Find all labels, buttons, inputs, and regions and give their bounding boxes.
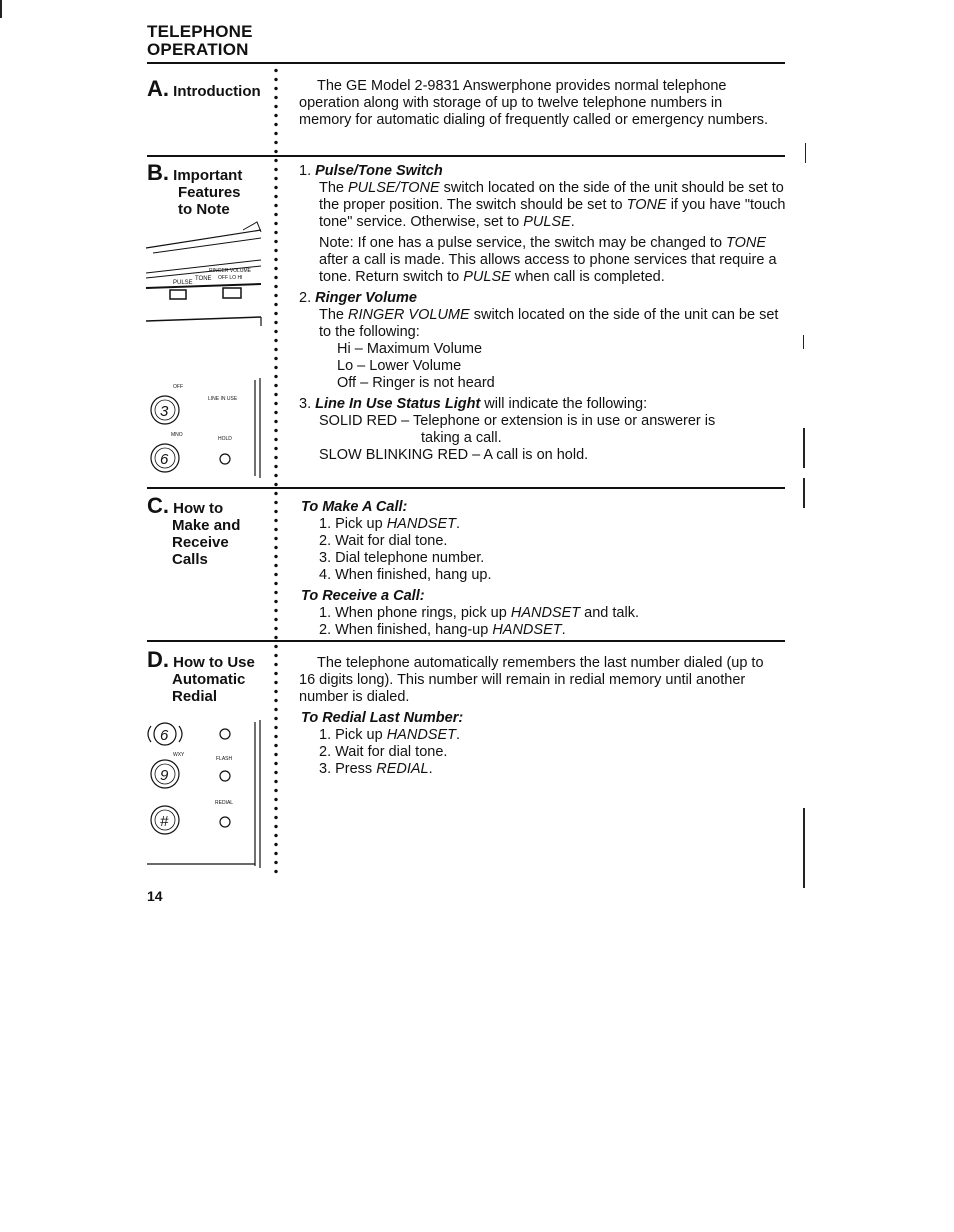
ringer-volume-label: RINGER VOLUME: [209, 268, 251, 274]
section-d-title-line3: Redial: [172, 688, 218, 705]
receive-step-1: [301, 605, 771, 622]
status-solid-red-cont: taking a call.: [421, 430, 502, 446]
text-run: The: [319, 180, 349, 196]
item3-number: 3.: [299, 396, 312, 412]
status-slow-blinking: SLOW BLINKING RED – A call is on hold.: [319, 447, 589, 463]
scan-artifact: [805, 143, 806, 163]
receive-call-title: To Receive a Call:: [301, 588, 425, 604]
side-switches-illustration: [143, 218, 268, 338]
text-run: when call is completed.: [510, 269, 665, 285]
text-run: .: [456, 516, 461, 532]
scan-artifact: [803, 808, 805, 888]
text-run: PULSE: [463, 269, 511, 285]
section-a-title: Introduction: [173, 83, 261, 100]
section-c-title-line2: Make and: [172, 517, 241, 534]
page-number: 14: [147, 888, 163, 904]
page-title-line2: OPERATION: [147, 40, 249, 59]
text-run: 2. When finished, hang-up: [319, 622, 493, 638]
ringer-option-lo: Lo – Lower Volume: [337, 358, 462, 374]
off-label: OFF: [173, 384, 183, 390]
status-solid-red: SOLID RED – Telephone or extension is in use or answerer is: [319, 413, 716, 429]
text-run: switch located on the side of the unit can be set to the following:: [319, 307, 779, 340]
text-run: RINGER VOLUME: [348, 307, 470, 323]
text-run: Note: If one has a pulse service, the switch may be changed to: [319, 235, 727, 251]
text-run: HANDSET: [386, 727, 456, 743]
rule-b-c: [147, 487, 785, 489]
section-c-text: [301, 499, 771, 639]
text-run: 1. When phone rings, pick up: [319, 605, 511, 621]
ringer-switch-icon: [223, 288, 241, 298]
text-run: .: [428, 761, 433, 777]
item2-heading: [299, 290, 789, 307]
section-c-title-line1: How to: [173, 500, 224, 517]
section-a-letter: A.: [147, 76, 169, 101]
text-run: PULSE: [523, 214, 571, 230]
text-run: 1. Pick up: [319, 516, 387, 532]
key-3-label: 3: [160, 403, 169, 420]
make-step-2: 2. Wait for dial tone.: [319, 533, 448, 549]
redial-indicator-icon: [220, 817, 230, 827]
scan-artifact: [803, 478, 805, 508]
text-run: .: [456, 727, 461, 743]
flash-label: FLASH: [216, 756, 233, 762]
wxy-label: WXY: [173, 752, 185, 758]
key-6-label: 6: [160, 451, 169, 468]
text-run: TONE: [726, 235, 767, 251]
redial-step-1: [299, 727, 779, 744]
item1-title: Pulse/Tone Switch: [315, 163, 443, 179]
text-run: if you have "touch tone" service. Otherwise, set to: [319, 197, 786, 230]
title-rule: [147, 62, 785, 64]
hold-indicator-icon: [220, 454, 230, 464]
redial-title: To Redial Last Number:: [301, 710, 464, 726]
pulse-tone-switch-icon: [170, 290, 186, 299]
section-b-letter: B.: [147, 160, 169, 185]
redial-label: REDIAL: [215, 800, 234, 806]
key-hash-label: #: [160, 813, 169, 830]
text-run: HANDSET: [510, 605, 581, 621]
text-run: .: [561, 622, 566, 638]
section-d-title-line1: How to Use: [173, 654, 255, 671]
item3-title-rest: will indicate the following:: [480, 396, 648, 412]
item2-title: Ringer Volume: [315, 290, 417, 306]
redial-step-2: 2. Wait for dial tone.: [319, 744, 448, 760]
section-d-letter: D.: [147, 647, 169, 672]
key-6-label: 6: [160, 727, 169, 744]
rule-c-d: [147, 640, 785, 642]
section-d-text: [299, 655, 779, 778]
text-run: TONE: [626, 197, 667, 213]
text-run: and talk.: [580, 605, 639, 621]
section-d-label: [147, 647, 255, 705]
page-title: [147, 23, 253, 59]
page-title-line1: TELEPHONE: [147, 22, 253, 41]
item2-paragraph: [299, 307, 789, 341]
scan-artifact: [803, 335, 804, 349]
text-run: switch located on the side of the unit should be set to the proper position. The switch should be set to: [319, 180, 784, 213]
rule-a-b: [147, 155, 785, 157]
text-run: HANDSET: [492, 622, 562, 638]
intro-paragraph: The GE Model 2-9831 Answerphone provides normal telephone operation along with storage of up to twelve telephone numbers in memory for automatic dialing of frequently called or emergency numbers.: [299, 78, 769, 128]
section-b-label: [147, 160, 243, 218]
ringer-volume-sub-label: OFF LO HI: [218, 275, 243, 281]
flash-indicator-icon: [220, 771, 230, 781]
redial-intro: The telephone automatically remembers the last number dialed (up to 16 digits long). This number will remain in redial memory until another number is dialed.: [299, 655, 764, 705]
text-run: 3. Press: [319, 761, 377, 777]
section-b-title-line1: Important: [173, 167, 243, 184]
section-d-title-line2: Automatic: [172, 671, 246, 688]
section-c-label: [147, 493, 241, 568]
tone-label: TONE: [195, 276, 212, 282]
section-b-title-line2: Features: [178, 184, 241, 201]
item3-title: Line In Use Status Light: [315, 396, 481, 412]
item1-heading: [299, 163, 789, 180]
section-a-text: [299, 78, 769, 129]
ringer-option-off: Off – Ringer is not heard: [337, 375, 495, 391]
key-9-label: 9: [160, 767, 169, 784]
scan-artifact: [803, 428, 805, 468]
section-c-title-line4: Calls: [172, 551, 208, 568]
make-step-1: [301, 516, 771, 533]
text-run: HANDSET: [386, 516, 456, 532]
mno-label: MNO: [171, 432, 183, 438]
section-c-letter: C.: [147, 493, 169, 518]
text-run: PULSE/TONE: [348, 180, 440, 196]
redial-keypad-illustration: [143, 716, 268, 874]
item1-paragraph1: [299, 180, 789, 231]
dotted-column-divider: [273, 66, 279, 876]
text-run: .: [570, 214, 575, 230]
item2-number: 2.: [299, 290, 312, 306]
make-step-4: 4. When finished, hang up.: [319, 567, 492, 583]
item1-number: 1.: [299, 163, 312, 179]
text-run: after a call is made. This allows access to phone services that require a tone. Return switch to: [319, 252, 777, 285]
redial-step-3: [299, 761, 779, 778]
receive-step-2: [301, 622, 771, 639]
hold-label: HOLD: [218, 436, 232, 442]
text-run: The: [319, 307, 349, 323]
line-in-use-label: LINE IN USE: [208, 396, 238, 402]
scan-edge-mark: [0, 0, 2, 18]
section-a-label: [147, 76, 261, 101]
section-b-text: [299, 163, 789, 464]
item3-heading: [299, 396, 789, 413]
section-c-title-line3: Receive: [172, 534, 229, 551]
ringer-option-hi: Hi – Maximum Volume: [337, 341, 483, 357]
item1-paragraph2: [299, 235, 789, 286]
keypad-line-status-illustration: [143, 378, 268, 480]
make-step-3: 3. Dial telephone number.: [319, 550, 485, 566]
text-run: REDIAL: [376, 761, 429, 777]
section-b-title-line3: to Note: [178, 201, 230, 218]
text-run: 1. Pick up: [319, 727, 387, 743]
make-call-title: To Make A Call:: [301, 499, 408, 515]
pulse-label: PULSE: [173, 280, 193, 286]
